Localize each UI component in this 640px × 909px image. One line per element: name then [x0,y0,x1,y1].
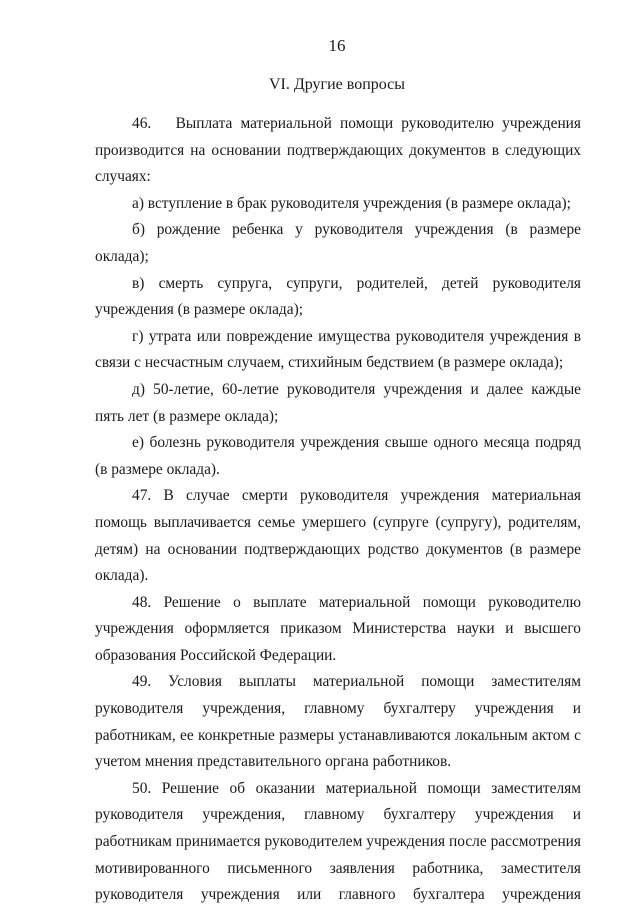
list-item-e: е) болезнь руководителя учреждения свыше одного месяца подряд (в размере оклада). [95,434,581,478]
paragraph-46: 46. Выплата материальной помощи руководителю учреждения производится на основании подтверждающих документов в следующих случаях: [95,115,581,186]
paragraph-50: 50. Решение об оказании материальной помощи заместителям руководителя учреждения, главному бухгалтеру учреждения и работникам принимается руководителем учреждения после рассмотрения мотивированного письменного заявления работника, заместителя руководителя учреждения или главного бухгалтера учреждения [95,779,581,904]
list-item-d: д) 50-летие, 60-летие руководителя учреждения и далее каждые пять лет (в размере оклада); [95,380,581,425]
paragraph-47: 47. В случае смерти руководителя учреждения материальная помощь выплачивается семье умершего (супруге (супругу), родителям, детям) на основании подтверждающих родство документов (в размере оклада). [95,487,581,585]
list-item-v: в) смерть супруга, супруги, родителей, детей руководителя учреждения (в размере оклада); [95,274,581,319]
list-item-a: а) вступление в брак руководителя учреждения (в размере оклада); [132,194,571,212]
document-body [95,111,581,909]
paragraph-48: 48. Решение о выплате материальной помощи руководителю учреждения оформляется приказом Министерства науки и высшего образования Российской Федерации. [95,593,581,664]
paragraph-49: 49. Условия выплаты материальной помощи заместителям руководителя учреждения, главному бухгалтеру учреждения и работникам, ее конкретные размеры устанавливаются локальным актом с учетом мнения представительного органа работников. [95,673,581,771]
list-item-g: г) утрата или повреждение имущества руководителя учреждения в связи с несчастным случаем, стихийным бедствием (в размере оклада); [95,327,581,372]
section-title: VI. Другие вопросы [268,76,406,93]
page-number: 16 [328,36,346,55]
list-item-b: б) рождение ребенка у руководителя учреждения (в размере оклада); [95,221,581,265]
